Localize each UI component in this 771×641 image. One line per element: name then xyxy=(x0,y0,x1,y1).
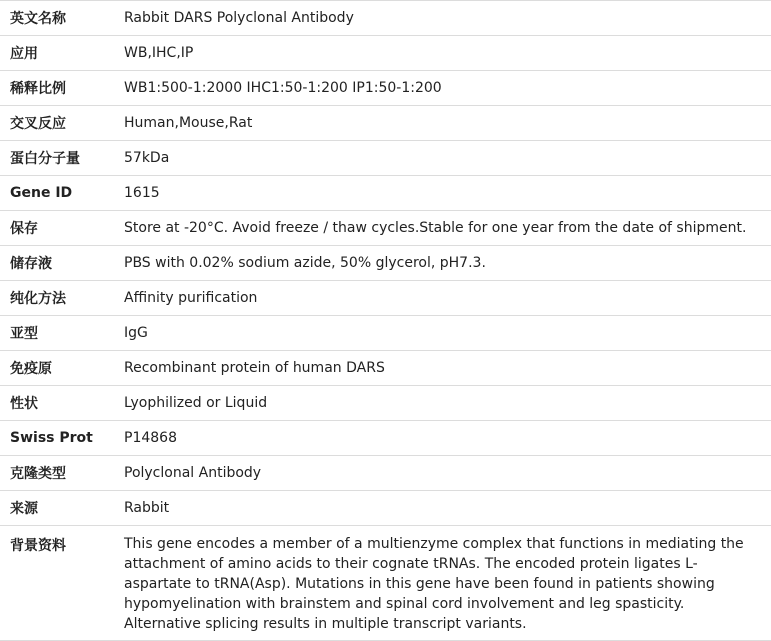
spec-row-host xyxy=(0,491,771,526)
spec-row-application xyxy=(0,36,771,71)
spec-label: 背景资料 xyxy=(10,538,66,554)
spec-row-purification xyxy=(0,281,771,316)
spec-value: Lyophilized or Liquid xyxy=(124,395,268,411)
spec-value: Affinity purification xyxy=(124,290,258,306)
spec-label: 来源 xyxy=(10,501,38,517)
spec-row-isotype xyxy=(0,316,771,351)
spec-row-gene-id xyxy=(0,176,771,211)
spec-row-buffer xyxy=(0,246,771,281)
spec-label: 交叉反应 xyxy=(10,116,66,132)
spec-value: 1615 xyxy=(124,185,160,201)
spec-row-background xyxy=(0,526,771,641)
spec-label: 保存 xyxy=(10,221,38,237)
spec-label: 英文名称 xyxy=(10,11,66,27)
spec-value: PBS with 0.02% sodium azide, 50% glycerol, pH7.3. xyxy=(124,255,486,271)
spec-row-immunogen xyxy=(0,351,771,386)
spec-row-form xyxy=(0,386,771,421)
spec-label: 储存液 xyxy=(10,256,52,272)
spec-label: 免疫原 xyxy=(10,361,52,377)
spec-label: 稀释比例 xyxy=(10,81,66,97)
spec-value: Polyclonal Antibody xyxy=(124,465,262,481)
spec-label: 应用 xyxy=(10,46,38,62)
spec-value: IgG xyxy=(124,325,148,341)
spec-label: Gene ID xyxy=(10,185,73,201)
spec-row-storage xyxy=(0,211,771,246)
spec-value: Rabbit DARS Polyclonal Antibody xyxy=(124,10,354,26)
spec-value: 57kDa xyxy=(124,150,170,166)
spec-value: Recombinant protein of human DARS xyxy=(124,360,385,376)
spec-label: Swiss Prot xyxy=(10,430,93,446)
spec-value: WB,IHC,IP xyxy=(124,45,194,61)
spec-value: This gene encodes a member of a multienzyme complex that functions in mediating the attachment of amino acids to their cognate tRNAs. The encoded protein ligates L-aspartate to tRNA(Asp). Mutations in this gene have been found in patients showing hypomyelination with brainstem and spinal cord involvement and leg spasticity. Alternative splicing results in multiple transcript variants. xyxy=(124,536,744,632)
spec-value: P14868 xyxy=(124,430,177,446)
spec-label: 克隆类型 xyxy=(10,466,66,482)
spec-label: 纯化方法 xyxy=(10,291,66,307)
spec-value: Store at -20°C. Avoid freeze / thaw cycles.Stable for one year from the date of shipment. xyxy=(124,220,747,236)
spec-row-swiss-prot xyxy=(0,421,771,456)
spec-label: 性状 xyxy=(10,396,38,412)
spec-value: Rabbit xyxy=(124,500,170,516)
spec-row-molecular-weight xyxy=(0,141,771,176)
spec-row-dilution xyxy=(0,71,771,106)
spec-row-clonality xyxy=(0,456,771,491)
spec-value: WB1:500-1:2000 IHC1:50-1:200 IP1:50-1:200 xyxy=(124,80,442,96)
spec-row-english-name xyxy=(0,1,771,36)
spec-row-reactivity xyxy=(0,106,771,141)
spec-label: 蛋白分子量 xyxy=(10,151,80,167)
spec-value: Human,Mouse,Rat xyxy=(124,115,253,131)
spec-label: 亚型 xyxy=(10,326,38,342)
